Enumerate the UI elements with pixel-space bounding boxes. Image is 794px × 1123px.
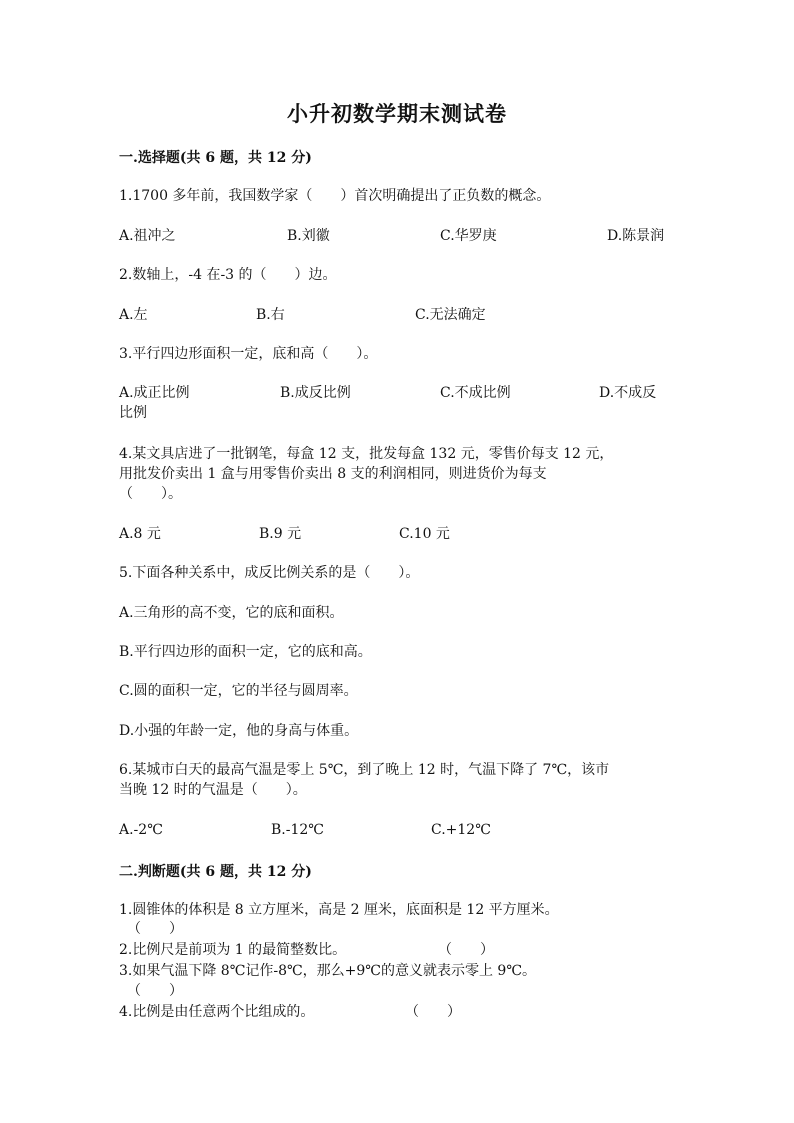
q3-option-d-wrap: 比例 <box>119 405 147 421</box>
q4-option-b: B.9 元 <box>259 526 302 542</box>
q1-option-c: C.华罗庚 <box>440 228 497 244</box>
q1-option-d: D.陈景润 <box>607 228 665 244</box>
q3-option-d: D.不成反 <box>599 385 657 401</box>
section-heading-judgment: 二.判断题(共 6 题，共 12 分) <box>119 864 312 880</box>
q5-option-b: B.平行四边形的面积一定，它的底和高。 <box>119 644 372 660</box>
q4-option-c: C.10 元 <box>399 526 450 542</box>
q3-option-c: C.不成比例 <box>440 385 511 401</box>
q2-option-b: B.右 <box>256 307 285 323</box>
judge-4-blank: （ ） <box>405 1004 461 1020</box>
q3-option-a: A.成正比例 <box>119 385 190 401</box>
question-6-stem-line-2: 当晚 12 时的气温是（ ）。 <box>119 782 307 798</box>
judge-2-blank: （ ） <box>438 942 494 958</box>
question-5-stem: 5.下面各种关系中，成反比例关系的是（ ）。 <box>119 565 420 581</box>
q4-option-a: A.8 元 <box>119 526 161 542</box>
section-heading-choice: 一.选择题(共 6 题，共 12 分) <box>119 150 312 166</box>
q2-option-a: A.左 <box>119 307 148 323</box>
judge-3-blank: （ ） <box>127 983 183 999</box>
q1-option-a: A.祖冲之 <box>119 228 176 244</box>
q2-option-c: C.无法确定 <box>415 307 486 323</box>
judge-3-stem: 3.如果气温下降 8℃记作-8℃，那么+9℃的意义就表示零上 9℃。 <box>119 963 536 979</box>
question-4-stem-line-3: （ ）。 <box>119 486 182 502</box>
q1-option-b: B.刘徽 <box>287 228 330 244</box>
judge-1-stem: 1.圆锥体的体积是 8 立方厘米，高是 2 厘米，底面积是 12 平方厘米。 <box>119 902 559 918</box>
page-title: 小升初数学期末测试卷 <box>287 101 507 126</box>
question-2-stem: 2.数轴上，-4 在-3 的（ ）边。 <box>119 267 337 283</box>
judge-1-blank: （ ） <box>127 921 183 937</box>
q6-option-b: B.-12℃ <box>271 822 324 838</box>
judge-4-stem: 4.比例是由任意两个比组成的。 <box>119 1004 315 1020</box>
question-6-stem-line-1: 6.某城市白天的最高气温是零上 5℃，到了晚上 12 时，气温下降了 7℃，该市 <box>119 762 610 778</box>
q6-option-c: C.+12℃ <box>431 822 491 838</box>
q5-option-a: A.三角形的高不变，它的底和面积。 <box>119 605 344 621</box>
question-4-stem-line-1: 4.某文具店进了一批钢笔，每盒 12 支，批发每盒 132 元，零售价每支 12 元， <box>119 446 614 462</box>
q5-option-d: D.小强的年龄一定，他的身高与体重。 <box>119 723 359 739</box>
judge-2-stem: 2.比例尺是前项为 1 的最简整数比。 <box>119 942 347 958</box>
question-4-stem-line-2: 用批发价卖出 1 盒与用零售价卖出 8 支的利润相同，则进货价为每支 <box>119 466 547 482</box>
q6-option-a: A.-2℃ <box>119 822 163 838</box>
q5-option-c: C.圆的面积一定，它的半径与圆周率。 <box>119 683 358 699</box>
question-3-stem: 3.平行四边形面积一定，底和高（ ）。 <box>119 346 378 362</box>
question-1-stem: 1.1700 多年前，我国数学家（ ）首次明确提出了正负数的概念。 <box>119 188 551 204</box>
q3-option-b: B.成反比例 <box>280 385 351 401</box>
